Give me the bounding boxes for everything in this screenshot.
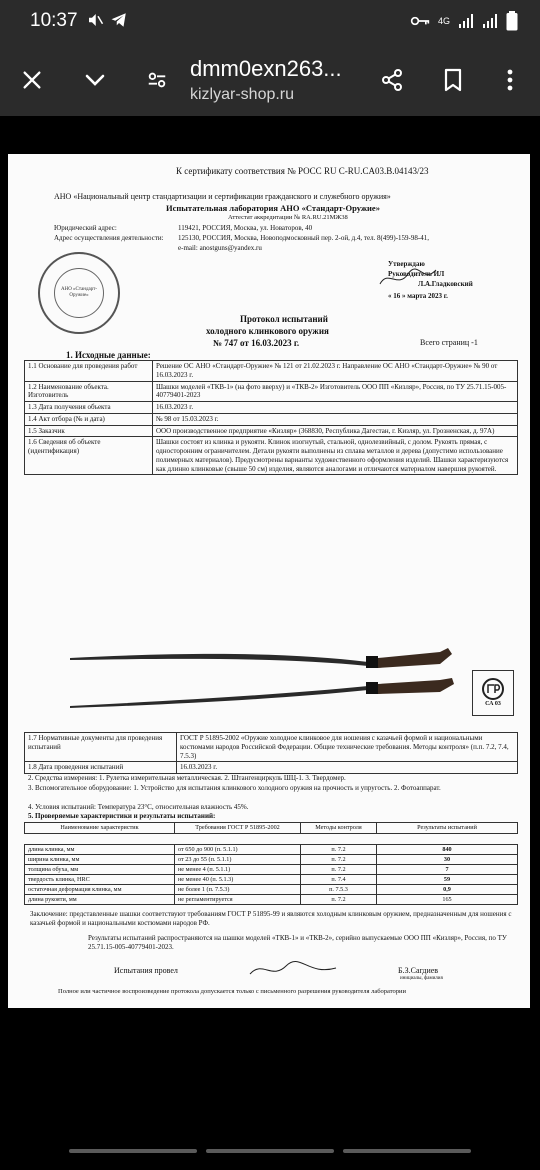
site-settings-button[interactable] — [135, 58, 179, 102]
approve-role: Руководитель ИЛ — [388, 270, 445, 278]
protocol-number: № 747 от 16.03.2023 г. — [213, 338, 300, 348]
nav-handle-right[interactable] — [342, 1132, 472, 1170]
bookmark-icon — [442, 68, 464, 92]
lab-email: e-mail: anostguns@yandex.ru — [178, 244, 262, 252]
custom-tab-toolbar — [0, 44, 540, 116]
table-header-row: Наименование характеристик Требования ГОСТ Р 51895-2002 Методы контроля Результаты испытаний — [25, 823, 518, 834]
page-url: kizlyar-shop.ru — [190, 86, 295, 103]
vpn-key-icon — [410, 13, 430, 29]
tester-caption: инициалы, фамилия — [400, 976, 443, 981]
table-row: 1.2 Наименование объекта. Изготовитель Шашки моделей «ТКВ-1» (на фото вверху) и «ТКВ-2» Изготовитель ООО ПП «Кизляр», Россия, по ТУ 25.71.15-005-40779401-2023 — [25, 381, 518, 402]
table-row: 1.6 Сведения об объекте (идентификация) Шашки состоят из клинка и рукояти. Клинок изогнутый, стальной, однолезвийный, с долом. Рукоять прямая, с односторонним ограничителем. Детали рукояти выполнены из сплава металлов и дерева (допустимо использование полимерных материалов). Предусмотрены варианты художественного оформления изделий. Шашки характеризуются как длинно клинковые (свыше 50 см) изделия, являются аналогами и отличаются материалом навершия рукоятей. — [25, 437, 518, 475]
tested-by-label: Испытания провел — [114, 966, 178, 975]
section-3: 3. Вспомогательное оборудование: 1. Устройство для испытания клинкового холодного оружия на прочность и упругость. 2. Фотоаппарат. — [28, 784, 441, 792]
reproduction-note: Полное или частичное воспроизведение протокола допускается только с письменного разрешения руководителя лаборатории — [58, 988, 406, 995]
sword-photo-tkv2 — [68, 678, 468, 718]
table-row: 1.5 Заказчик ООО производственное предприятие «Кизляр» (368830, Республика Дагестан, г. Кизляр, ул. Грозненская, д. 97А) — [25, 425, 518, 437]
document-footer-area — [8, 908, 530, 1008]
signal-icon — [482, 13, 498, 29]
activity-address-label: Адрес осуществления деятельности: — [54, 234, 164, 242]
section-2: 2. Средства измерения: 1. Рулетка измерительная металлическая. 2. Штангенциркуль ШЦ-1. 3. Твердомер. — [28, 774, 346, 782]
status-time: 10:37 — [30, 10, 78, 31]
table-row: 1.8 Дата проведения испытаний 16.03.2023 г. — [25, 762, 518, 774]
close-icon — [21, 69, 43, 91]
table-row: длина рукояти, мм не регламентируется п. 7.2 165 — [25, 895, 518, 905]
tester-name: Б.З.Сагдиев — [398, 966, 439, 975]
table-row: толщина обуха, мм не менее 4 (п. 5.1.1) п. 7.2 7 — [25, 865, 518, 875]
certification-logo — [472, 670, 514, 716]
signal-icon — [458, 13, 474, 29]
table-row: ширина клинка, мм от 23 до 55 (п. 5.1.1) п. 7.2 30 — [25, 855, 518, 865]
tune-icon — [146, 69, 168, 91]
network-type: 4G — [437, 15, 450, 26]
distribution-note: Результаты испытаний распространяются на шашки моделей «ТКВ-1» и «ТКВ-2», серийно выпускаемые ООО ПП «Кизляр», Россия, по ТУ 25.71.15-005-40779401-2023. — [88, 934, 507, 951]
organization-stamp — [38, 252, 120, 334]
table-row: остаточная деформация клинка, мм не более 1 (п. 7.5.3) п. 7.5.3 0,9 — [25, 885, 518, 895]
status-bar — [0, 0, 540, 44]
logo-code: СА 03 — [485, 701, 501, 708]
gost-r-logo-icon — [478, 677, 508, 701]
share-button[interactable] — [370, 58, 414, 102]
nav-handle-left[interactable] — [68, 1132, 198, 1170]
battery-icon — [506, 11, 518, 31]
table-row: 1.7 Нормативные документы для проведения испытаний ГОСТ Р 51895-2002 «Оружие холодное клинковое для ношения с казачьей формой и национальными костюмами народов Российской Федерации. Общие технические требования. Методы контроля» (п.п. 7.2, 7.4, 7.5.3) — [25, 733, 518, 762]
chevron-down-icon — [83, 68, 107, 92]
table-row: длина клинка, мм от 650 до 900 (п. 5.1.1) п. 7.2 840 — [25, 845, 518, 855]
cert-reference: К сертификату соответствия № РОСС RU C-RU.CA03.B.04143/23 — [176, 166, 429, 176]
page-title: dmm0exn263... — [190, 56, 342, 81]
mute-icon — [86, 11, 104, 29]
gesture-nav-bar — [0, 1132, 540, 1170]
approve-date: « 16 » марта 2023 г. — [388, 292, 448, 300]
more-vert-icon — [506, 68, 514, 92]
results-table-rows — [24, 844, 518, 905]
legal-address-label: Юридический адрес: — [54, 224, 117, 232]
normative-table — [24, 732, 518, 774]
approve-label: Утверждаю — [388, 260, 425, 268]
pages-count: Всего страниц -1 — [420, 338, 478, 347]
bookmark-button[interactable] — [431, 58, 475, 102]
tester-signature — [248, 958, 338, 982]
share-icon — [380, 68, 404, 92]
stamp-text: АНО «Стандарт-Оружие» — [60, 286, 98, 298]
protocol-title: Протокол испытаний — [240, 314, 328, 324]
accreditation: Аттестат аккредитации № RA.RU.21МЖ38 — [228, 214, 348, 221]
telegram-icon — [110, 11, 128, 29]
table-row: 1.3 Дата получения объекта 16.03.2023 г. — [25, 402, 518, 414]
legal-address: 119421, РОССИЯ, Москва, ул. Новаторов, 40 — [178, 224, 313, 232]
section-1-title: 1. Исходные данные: — [66, 350, 151, 360]
nav-handle-center[interactable] — [205, 1132, 335, 1170]
org-name: АНО «Национальный центр стандартизации и сертификации гражданского и служебного оружия» — [54, 192, 391, 201]
more-options-button[interactable] — [488, 58, 532, 102]
protocol-subtitle: холодного клинкового оружия — [206, 326, 329, 336]
certificate-protocol-image[interactable] — [8, 154, 530, 884]
director-signature — [378, 264, 438, 294]
table-row: твердость клинка, HRC не менее 40 (п. 5.1.3) п. 7.4 59 — [25, 875, 518, 885]
approve-name: Л.А.Гладковский — [418, 280, 473, 288]
section-4: 4. Условия испытаний: Температура 23°С, относительная влажность 45%. — [28, 803, 249, 811]
lab-name: Испытательная лаборатория АНО «Стандарт-Оружие» — [166, 203, 380, 213]
results-table — [24, 822, 518, 834]
table-row: 1.4 Акт отбора (№ и дата) № 98 от 15.03.2023 г. — [25, 413, 518, 425]
sword-photo-tkv1 — [68, 642, 468, 676]
minimize-button[interactable] — [73, 58, 117, 102]
section-5: 5. Проверяемые характеристики и результаты испытаний: — [28, 812, 216, 820]
conclusion: Заключение: представленные шашки соответствуют требованиям ГОСТ Р 51895-99 и являются холодным клинковым оружием, предназначенным для ношения с казачьей формой и национальными костюмами народов РФ. — [30, 910, 512, 927]
table-row: 1.1 Основание для проведения работ Решение ОС АНО «Стандарт-Оружие» № 121 от 21.02.2023 г. Направление ОС АНО «Стандарт-Оружие» № 90 от 16.03.2023 г. — [25, 361, 518, 382]
close-button[interactable] — [10, 58, 54, 102]
source-data-table — [24, 360, 518, 475]
activity-address: 125130, РОССИЯ, Москва, Новоподмосковный пер. 2-ой, д.4, тел. 8(499)-159-98-41, — [178, 234, 429, 242]
